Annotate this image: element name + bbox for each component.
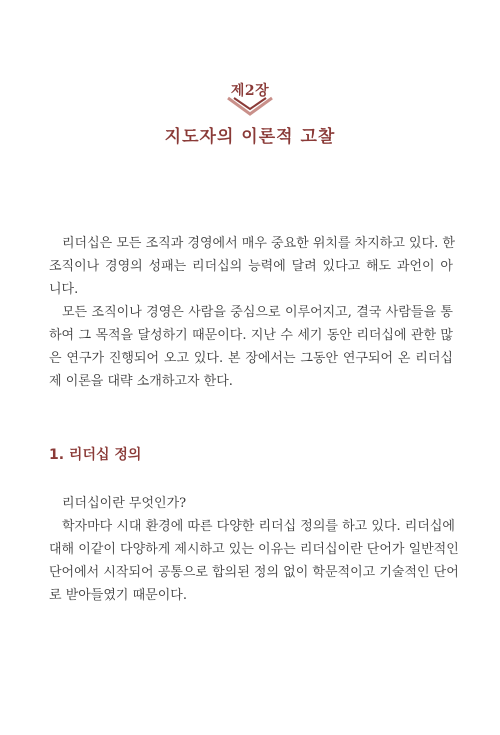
text-line: 하여 그 목적을 달성하기 때문이다. 지난 수 세기 동안 리더십에 관한 많	[49, 328, 453, 343]
intro-paragraph-1	[49, 232, 453, 301]
text-line: 학자마다 시대 환경에 따른 다양한 리더십 정의를 하고 있다. 리더십에	[62, 519, 455, 534]
text-line: 은 연구가 진행되어 오고 있다. 본 장에서는 그동안 연구되어 온 리더십	[49, 351, 453, 366]
text-line: 제 이론을 대략 소개하고자 한다.	[49, 374, 233, 389]
text-line: 리더십은 모든 조직과 경영에서 매우 중요한 위치를 차지하고 있다. 한	[62, 236, 455, 251]
chapter-label: 제2장	[230, 83, 270, 99]
text-line: 니다.	[49, 282, 79, 297]
intro-paragraph-2	[49, 301, 453, 393]
section-heading: 1. 리더십 정의	[49, 447, 142, 463]
double-chevron-down-icon	[226, 96, 274, 118]
chapter-title: 지도자의 이론적 고찰	[164, 127, 336, 147]
text-line: 단어에서 시작되어 공통으로 합의된 정의 없이 학문적이고 기술적인 단어	[49, 565, 459, 580]
text-line: 조직이나 경영의 성패는 리더십의 능력에 달려 있다고 해도 과언이 아	[49, 259, 453, 274]
text-line: 모든 조직이나 경영은 사람을 중심으로 이루어지고, 결국 사람들을 통	[62, 305, 453, 320]
question-text: 리더십이란 무엇인가?	[62, 496, 187, 511]
text-line: 대해 이같이 다양하게 제시하고 있는 이유는 리더십이란 단어가 일반적인	[49, 542, 459, 557]
text-line: 로 받아들였기 때문이다.	[49, 588, 187, 603]
definition-paragraph	[49, 515, 459, 607]
